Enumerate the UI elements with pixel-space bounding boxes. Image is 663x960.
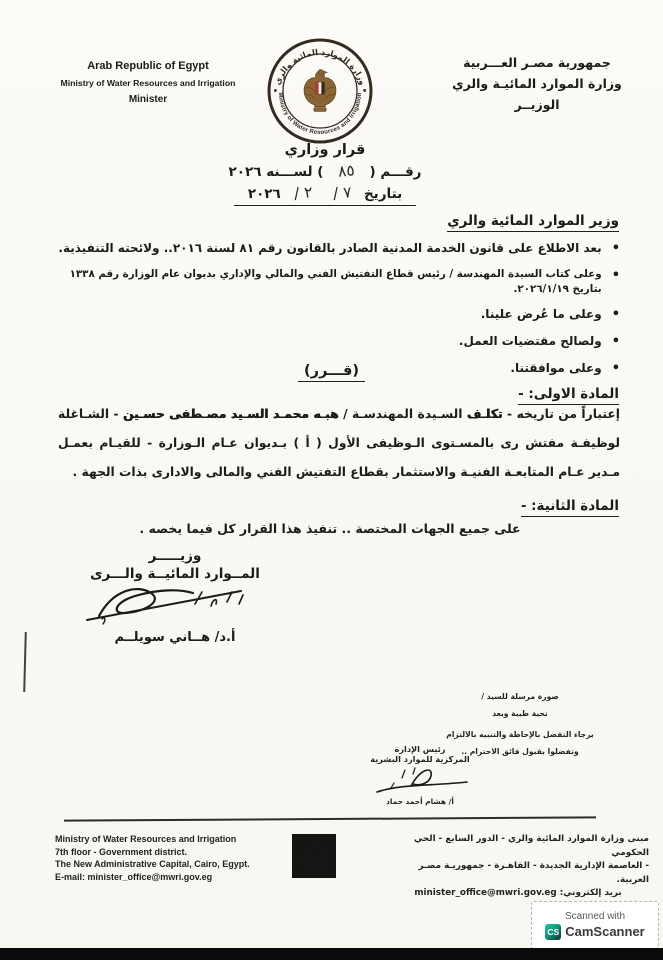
header-left xyxy=(48,60,248,105)
minister-sig-title: وزيـــــر xyxy=(148,548,202,564)
preamble-bullet-2 xyxy=(58,267,620,297)
cc-note-line3: برجاء التفضل بالإحاطة والتنبيه بالالتزام xyxy=(446,730,594,739)
article1-seg3: السـيدة المهندسـة / xyxy=(338,407,467,421)
footer-arabic xyxy=(387,833,649,901)
svg-text:• وزارة الموارد المائية والري: • وزارة الموارد المائية والري • xyxy=(270,46,370,94)
footer-en-email: E-mail: minister_office@mwri.gov.eg xyxy=(55,871,213,882)
footer-divider xyxy=(64,816,596,821)
camscanner-brand-row xyxy=(545,924,644,940)
bullet-text: • وعلى ما عُرض علينا. xyxy=(480,307,602,321)
decree-word-row xyxy=(0,360,663,382)
header-right-minister: الوزيــر xyxy=(514,97,560,112)
decree-date-line xyxy=(234,184,416,206)
bullet-text: • ولصالح مقتضيات العمل. xyxy=(458,334,602,348)
hr-sig-name: أ/ هشام أحمد حماد xyxy=(386,797,454,806)
cc-note-line4: وتفضلوا بقبول فائق الاحترام .. xyxy=(461,747,579,756)
decree-date-year: ٢٠٢٦ xyxy=(247,186,281,202)
decree-number-line xyxy=(170,162,480,180)
header-right-ministry: وزارة الموارد المائيـة والري xyxy=(452,76,622,91)
article1-verb: تكلـف xyxy=(466,407,503,421)
preamble-bullet-3 xyxy=(58,306,620,323)
header-left-minister: Minister xyxy=(128,94,168,105)
article2-heading: المادة الثانية: - xyxy=(521,498,619,517)
hr-sig-title: رئيس الإدارة xyxy=(394,744,446,754)
decree-date-day: ٧ / xyxy=(331,183,352,203)
footer-en-line3: The New Administrative Capital, Cairo, Egypt. xyxy=(55,859,250,869)
decree-word: (قـــرر) xyxy=(298,363,365,382)
decree-number-prefix: رقـــم ( xyxy=(369,164,422,180)
article1-seg5: - الشـاغلة لوظيفـة مفتش رى بالمسـتوى الـوظيفى الأول ( أ ) بـديوان عـام الـوزارة - للقيـام بعمـل مـدير عـام المتابعـة الفنيـة والاستثمار بقطاع التفتيش الفني والمالى والادارى بذات الجهة . xyxy=(58,407,620,479)
minister-sig-name: أ.د/ هــاني سويلــم xyxy=(114,630,236,645)
article1-seg1: إعتباراً من تاريخه - xyxy=(502,407,620,421)
decree-date-label: بتاريخ xyxy=(363,186,403,202)
preamble-bullet-1 xyxy=(58,240,620,257)
decree-number-suffix: ) لســـنه ٢٠٢٦ xyxy=(228,164,324,180)
hr-signature-block xyxy=(352,744,488,806)
bullet-text: • وعلى موافقتنا. xyxy=(510,361,602,375)
footer-english xyxy=(55,833,295,883)
svg-text:Ministry of Water Resources an: Ministry of Water Resources and Irrigation xyxy=(276,92,364,137)
decree-number-value: ٨٥ xyxy=(337,161,356,181)
cc-note-line1: صورة مرسلة للسيد / xyxy=(481,692,559,701)
preamble-bullet-4 xyxy=(58,333,620,350)
footer-ar-line1: مبنى وزارة الموارد المائية والري - الدور السابع - الحي الحكومي xyxy=(414,834,649,858)
footer-en-line2: 7th floor - Government district. xyxy=(55,846,188,857)
article1-body xyxy=(58,400,620,487)
scan-bottom-bar xyxy=(0,948,663,960)
camscanner-badge xyxy=(531,901,659,949)
camscanner-brand: CamScanner xyxy=(565,924,645,939)
ministry-seal xyxy=(264,34,376,152)
minister-signature-icon xyxy=(75,580,275,630)
header-left-ministry: Ministry of Water Resources and Irrigation xyxy=(60,78,236,88)
preamble-heading: وزير الموارد المائية والري xyxy=(447,213,619,232)
footer-en-line1: Ministry of Water Resources and Irrigation xyxy=(55,834,237,844)
hr-signature-icon xyxy=(365,764,475,798)
bullet-text: • وعلى كتاب السيدة المهندسة / رئيس قطاع التفتيش الفني والمالي والإداري بديوان عام الوزارة رقم ١٣٣٨ بتاريخ ٢٠٢٦/١/١٩. xyxy=(69,268,602,295)
footer-ar-line2: - العاصمة الإدارية الجديدة - القاهـرة - جمهوريـة مصـر العربية. xyxy=(418,861,649,885)
qr-code-icon xyxy=(292,834,336,878)
header-left-country: Arab Republic of Egypt xyxy=(87,60,209,72)
decree-date-month: ٢ / xyxy=(292,183,313,203)
ministry-seal-icon xyxy=(264,34,376,148)
minister-signature-block xyxy=(70,548,280,645)
decree-title-block xyxy=(170,142,480,206)
hr-sig-dept: المركزية للموارد البشرية xyxy=(370,754,470,764)
scan-artifact-line xyxy=(23,632,27,692)
appointee-name: هبـه محمـد السـيد مصـطفى حسـين xyxy=(123,407,339,421)
cc-note-line2: تحية طيبة وبعد xyxy=(492,709,548,718)
header-right-country: جمهورية مصـر العـــربية xyxy=(463,55,611,70)
minister-sig-ministry: المــوارد المائيــة والـــرى xyxy=(90,566,260,582)
eagle-emblem xyxy=(304,69,336,111)
camscanner-prefix: Scanned with xyxy=(564,910,626,922)
article1-heading: المادة الاولى: - xyxy=(518,386,619,405)
article2-body: على جميع الجهات المختصة .. تنفيذ هذا القرار كل فيما يخصه . xyxy=(139,521,521,536)
footer-ar-email: بريد إلكتروني: minister_office@mwri.gov.eg xyxy=(414,888,622,898)
camscanner-logo-icon: CS xyxy=(545,924,561,940)
bullet-text: • بعد الاطلاع على قانون الخدمة المدنية الصادر بالقانون رقم ٨١ لسنة ٢٠١٦.. ولائحته التنفيذية. xyxy=(58,241,602,255)
decree-title: قرار وزاري xyxy=(284,142,366,158)
header-right xyxy=(428,52,646,115)
